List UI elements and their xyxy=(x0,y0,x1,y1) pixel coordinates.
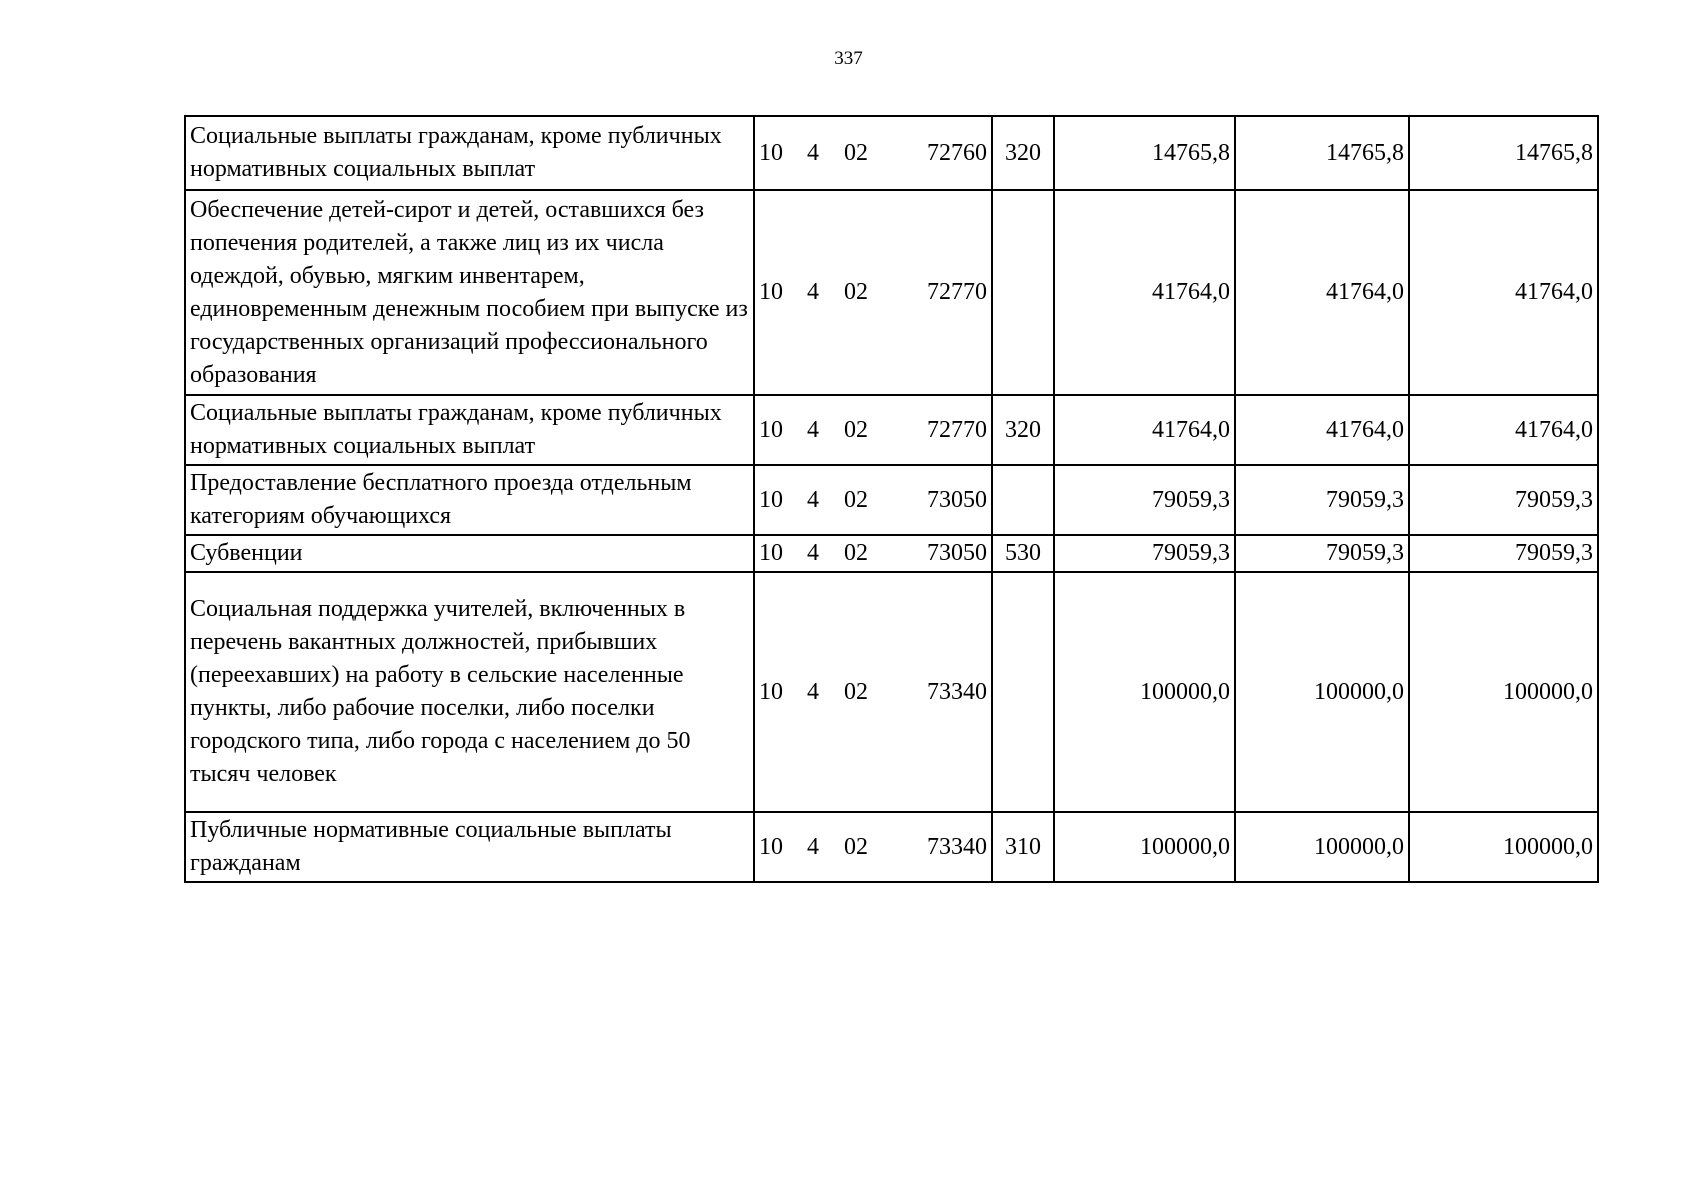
amount-year-1: 41764,0 xyxy=(1054,190,1235,395)
table-row xyxy=(185,190,1598,395)
table-row xyxy=(185,572,1598,812)
amount-year-3: 41764,0 xyxy=(1409,395,1598,465)
amount-year-1: 79059,3 xyxy=(1054,535,1235,572)
code-direction: 73050 xyxy=(927,540,987,566)
row-description: Социальные выплаты гражданам, кроме публичных нормативных социальных выплат xyxy=(185,395,754,465)
expense-type-code: 530 xyxy=(992,535,1054,572)
table-row xyxy=(185,116,1598,190)
code-section: 10 xyxy=(759,139,783,166)
code-section: 10 xyxy=(759,540,783,566)
code-program: 4 xyxy=(807,139,819,166)
target-article-code xyxy=(754,190,992,395)
table-row xyxy=(185,812,1598,882)
code-program: 4 xyxy=(807,540,819,566)
code-subprogram: 02 xyxy=(844,279,868,305)
expense-type-code: 320 xyxy=(992,395,1054,465)
amount-year-3: 79059,3 xyxy=(1409,465,1598,535)
amount-year-2: 79059,3 xyxy=(1235,465,1409,535)
amount-year-2: 79059,3 xyxy=(1235,535,1409,572)
code-direction: 72770 xyxy=(927,279,987,305)
code-program: 4 xyxy=(807,416,819,443)
amount-year-3: 100000,0 xyxy=(1409,572,1598,812)
amount-year-3: 79059,3 xyxy=(1409,535,1598,572)
code-subprogram: 02 xyxy=(844,540,868,566)
amount-year-1: 100000,0 xyxy=(1054,572,1235,812)
expense-type-code xyxy=(992,572,1054,812)
amount-year-2: 14765,8 xyxy=(1235,116,1409,190)
page-number: 337 xyxy=(834,48,863,69)
code-direction: 73340 xyxy=(927,678,987,705)
target-article-code xyxy=(754,812,992,882)
amount-year-3: 100000,0 xyxy=(1409,812,1598,882)
code-direction: 73050 xyxy=(927,486,987,513)
table-row xyxy=(185,535,1598,572)
budget-table xyxy=(184,115,1599,883)
amount-year-1: 41764,0 xyxy=(1054,395,1235,465)
expense-type-code xyxy=(992,465,1054,535)
row-description: Предоставление бесплатного проезда отдельным категориям обучающихся xyxy=(185,465,754,535)
amount-year-2: 41764,0 xyxy=(1235,190,1409,395)
amount-year-1: 79059,3 xyxy=(1054,465,1235,535)
code-section: 10 xyxy=(759,833,783,860)
code-section: 10 xyxy=(759,416,783,443)
amount-year-1: 14765,8 xyxy=(1054,116,1235,190)
code-direction: 72760 xyxy=(927,139,987,166)
expense-type-code: 320 xyxy=(992,116,1054,190)
target-article-code xyxy=(754,572,992,812)
target-article-code xyxy=(754,535,992,572)
amount-year-2: 100000,0 xyxy=(1235,572,1409,812)
table-row xyxy=(185,465,1598,535)
amount-year-3: 41764,0 xyxy=(1409,190,1598,395)
code-program: 4 xyxy=(807,678,819,705)
code-subprogram: 02 xyxy=(844,416,868,443)
target-article-code xyxy=(754,395,992,465)
row-description: Субвенции xyxy=(185,535,754,572)
row-description: Социальные выплаты гражданам, кроме публичных нормативных социальных выплат xyxy=(185,116,754,190)
code-section: 10 xyxy=(759,486,783,513)
amount-year-3: 14765,8 xyxy=(1409,116,1598,190)
code-program: 4 xyxy=(807,833,819,860)
code-program: 4 xyxy=(807,486,819,513)
row-description: Публичные нормативные социальные выплаты гражданам xyxy=(185,812,754,882)
code-section: 10 xyxy=(759,678,783,705)
code-direction: 73340 xyxy=(927,833,987,860)
expense-type-code xyxy=(992,190,1054,395)
code-section: 10 xyxy=(759,279,783,305)
code-subprogram: 02 xyxy=(844,139,868,166)
amount-year-1: 100000,0 xyxy=(1054,812,1235,882)
code-subprogram: 02 xyxy=(844,678,868,705)
row-description: Обеспечение детей-сирот и детей, оставшихся без попечения родителей, а также лиц из их числа одеждой, обувью, мягким инвентарем, единовременным денежным пособием при выпуске из государственных организаций профессионального образования xyxy=(185,190,754,395)
expense-type-code: 310 xyxy=(992,812,1054,882)
code-subprogram: 02 xyxy=(844,833,868,860)
row-description: Социальная поддержка учителей, включенных в перечень вакантных должностей, прибывших (переехавших) на работу в сельские населенные пункты, либо рабочие поселки, либо поселки городского типа, либо города с населением до 50 тысяч человек xyxy=(185,572,754,812)
code-subprogram: 02 xyxy=(844,486,868,513)
code-direction: 72770 xyxy=(927,416,987,443)
target-article-code xyxy=(754,465,992,535)
target-article-code xyxy=(754,116,992,190)
amount-year-2: 41764,0 xyxy=(1235,395,1409,465)
code-program: 4 xyxy=(807,279,819,305)
table-row xyxy=(185,395,1598,465)
amount-year-2: 100000,0 xyxy=(1235,812,1409,882)
